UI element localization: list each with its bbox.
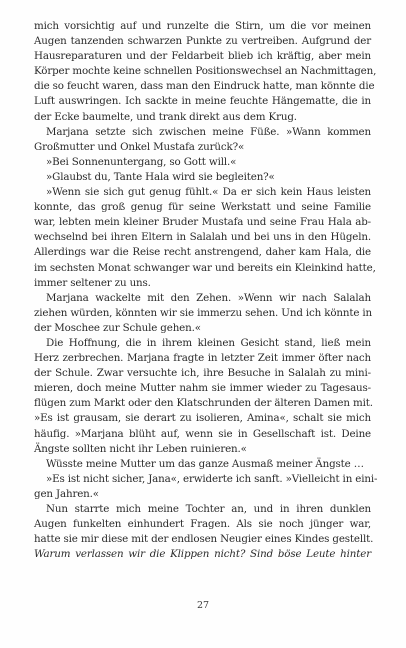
- text-line: der Moschee zur Schule gehen.«: [34, 321, 201, 334]
- text-line: mich vorsichtig auf und runzelte die Stirn, um die vor meinen: [34, 20, 371, 32]
- text-line: Marjana setzte sich zwischen meine Füße. »Wann kommen: [46, 125, 371, 138]
- text-line: Großmutter und Onkel Mustafa zurück?«: [34, 140, 245, 153]
- text-line: »Wenn sie sich gut genug fühlt.« Da er sich kein Haus leisten: [46, 186, 371, 199]
- text-line: »Glaubst du, Tante Hala wird sie begleiten?«: [46, 170, 275, 183]
- text-line: der Schule. Zwar versuchte ich, ihre Besuche in Salalah zu mini-: [34, 367, 371, 380]
- text-line: konnte, das groß genug für seine Werkstatt und seine Familie: [34, 201, 371, 214]
- text-line: gen Jahren.«: [34, 487, 99, 500]
- text-line: die so feucht waren, dass man den Eindruck hatte, man könnte die: [34, 80, 375, 93]
- text-line: Körper mochte keine schnellen Positionswechsel an Nachmittagen,: [34, 65, 377, 78]
- text-line: mieren, doch meine Mutter nahm sie immer wieder zu Tagesaus-: [34, 382, 371, 395]
- text-line: hatte sie mir diese mit der endlosen Neugier eines Kindes gestellt.: [34, 533, 374, 546]
- text-line: Augen tanzenden schwarzen Punkte zu vertreiben. Aufgrund der: [34, 35, 371, 48]
- text-line: »Bei Sonnenuntergang, so Gott will.«: [46, 155, 237, 168]
- text-line: »Es ist grausam, sie derart zu isolieren, Amina«, schalt sie mich: [34, 412, 371, 425]
- text-line: Hausreparaturen und der Feldarbeit blieb ich kräftig, aber mein: [34, 50, 371, 63]
- text-line: Luft auswringen. Ich sackte in meine feuchte Hängematte, die in: [34, 95, 371, 108]
- text-line: der Ecke baumelte, und trank direkt aus dem Krug.: [34, 110, 297, 123]
- text-line: flügen zum Markt oder den Klatschrunden der älteren Damen mit.: [34, 397, 373, 410]
- text-line: »Es ist nicht sicher, Jana«, erwiderte ich sanft. »Vielleicht in eini-: [46, 472, 378, 485]
- text-line: ziehen würden, könnten wir sie immerzu sehen. Und ich könnte in: [34, 306, 373, 319]
- text-line: häufig. »Marjana blüht auf, wenn sie in Gesellschaft ist. Deine: [34, 427, 371, 440]
- text-line: Herz zerbrechen. Marjana fragte in letzter Zeit immer öfter nach: [34, 352, 371, 365]
- text-line: Augen funkelten einhundert Fragen. Als sie noch jünger war,: [34, 518, 371, 531]
- body-text: [34, 19, 378, 562]
- text-line: Die Hoffnung, die in ihrem kleinen Gesicht stand, ließ mein: [46, 336, 371, 349]
- text-line: Marjana wackelte mit den Zehen. »Wenn wir nach Salalah: [46, 291, 371, 304]
- text-line: wechselnd bei ihren Eltern in Salalah und bei uns in den Hügeln.: [34, 231, 371, 244]
- text-line: war, lebten mein kleiner Bruder Mustafa und seine Frau Hala ab-: [34, 216, 371, 229]
- text-line: Warum verlassen wir die Klippen nicht? Sind böse Leute hinter: [34, 548, 371, 561]
- text-line: Ängste sollten nicht ihr Leben ruinieren.«: [34, 442, 247, 455]
- text-line: Nun starrte mich meine Tochter an, und in ihren dunklen: [46, 503, 371, 515]
- text-line: im sechsten Monat schwanger war und bereits ein Kleinkind hatte,: [34, 261, 376, 274]
- text-line: Wüsste meine Mutter um das ganze Ausmaß meiner Ängste …: [46, 457, 364, 470]
- text-line: Allerdings war die Reise recht anstrengend, daher kam Hala, die: [34, 246, 371, 259]
- text-line: immer seltener zu uns.: [34, 276, 151, 289]
- page-number: 27: [196, 600, 210, 611]
